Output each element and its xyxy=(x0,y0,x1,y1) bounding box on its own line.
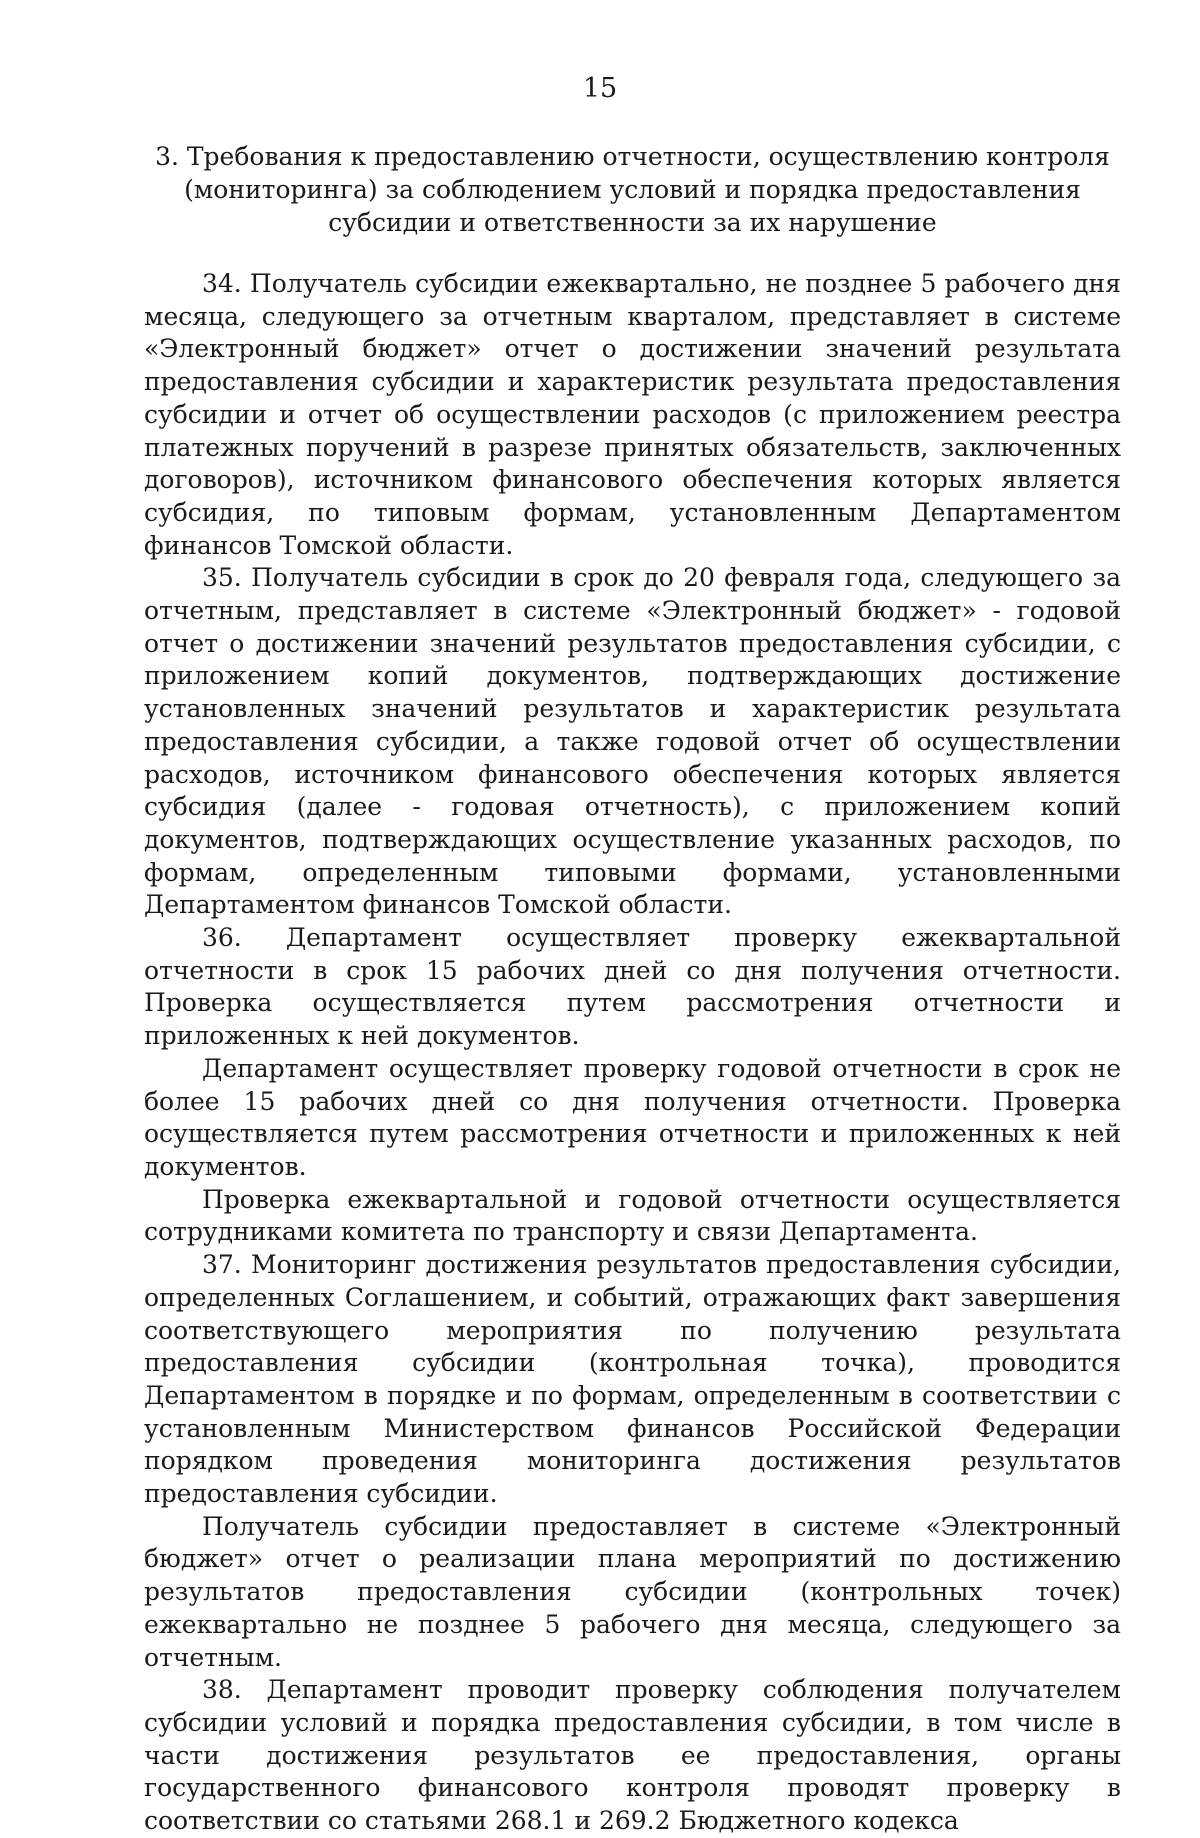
paragraph-37-report: Получатель субсидии предоставляет в системе «Электронный бюджет» отчет о реализации плана мероприятий по достижению результатов предоставления субсидии (контрольных точек) ежеквартально не позднее 5 рабочего дня месяца, следующего за отчетным. xyxy=(144,1511,1121,1672)
paragraph-38: 38. Департамент проводит проверку соблюдения получателем субсидии условий и порядка предоставления субсидии, в том числе в части достижения результатов ее предоставления, органы государственного финансового контроля проводят проверку в соответствии со статьями 268.1 и 269.2 Бюджетного кодекса xyxy=(144,1675,1121,1836)
paragraph-36-annual: Департамент осуществляет проверку годовой отчетности в срок не более 15 рабочих дней со дня получения отчетности. Проверка осуществляется путем рассмотрения отчетности и приложенных к ней документов. xyxy=(144,1053,1121,1181)
page-number: 15 xyxy=(582,73,618,104)
paragraph-35: 35. Получатель субсидии в срок до 20 февраля года, следующего за отчетным, представляет в системе «Электронный бюджет» - годовой отчет о достижении значений результатов предоставления субсидии, с приложением копий документов, подтверждающих достижение установленных значений результатов и характеристик результата предоставления субсидии, а также годовой отчет об осуществлении расходов, источником финансового обеспечения которых является субсидия (далее - годовая отчетность), с приложением копий документов, подтверждающих осуществление указанных расходов, по формам, определенным типовыми формами, установленными Департаментом финансов Томской области. xyxy=(144,563,1121,920)
paragraph-36-staff: Проверка ежеквартальной и годовой отчетности осуществляется сотрудниками комитета по транспорту и связи Департамента. xyxy=(144,1184,1121,1247)
paragraph-34: 34. Получатель субсидии ежеквартально, не позднее 5 рабочего дня месяца, следующего за отчетным кварталом, представляет в системе «Электронный бюджет» отчет о достижении значений результата предоставления субсидии и характеристик результата предоставления субсидии и отчет об осуществлении расходов (с приложением реестра платежных поручений в разрезе принятых обязательств, заключенных договоров), источником финансового обеспечения которых является субсидия, по типовым формам, установленным Департаментом финансов Томской области. xyxy=(144,269,1121,560)
paragraph-36: 36. Департамент осуществляет проверку ежеквартальной отчетности в срок 15 рабочих дней со дня получения отчетности. Проверка осуществляется путем рассмотрения отчетности и приложенных к ней документов. xyxy=(144,923,1121,1051)
section-title: 3. Требования к предоставлению отчетности, осуществлению контроля (мониторинга) за соблюдением условий и порядка предоставления субсидии и ответственности за их нарушение xyxy=(155,142,1110,237)
paragraph-37: 37. Мониторинг достижения результатов предоставления субсидии, определенных Соглашением, и событий, отражающих факт завершения соответствующего мероприятия по получению результата предоставления субсидии (контрольная точка), проводится Департаментом в порядке и по формам, определенным в соответствии с установленным Министерством финансов Российской Федерации порядком проведения мониторинга достижения результатов предоставления субсидии. xyxy=(144,1250,1121,1509)
document-body xyxy=(144,268,1121,1838)
